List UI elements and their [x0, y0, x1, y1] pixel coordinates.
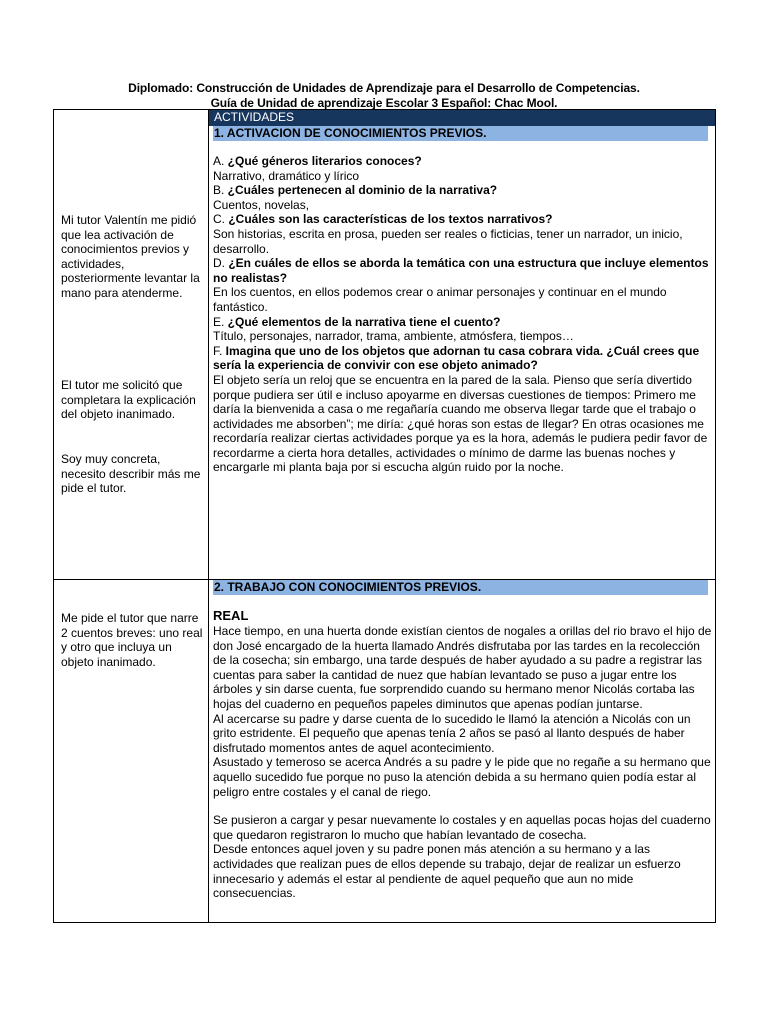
course-title: Diplomado: Construcción de Unidades de Aprendizaje para el Desarrollo de Competencias.: [128, 81, 640, 95]
section-2-story: [213, 608, 713, 901]
spacer: [213, 799, 713, 813]
activities-table: [53, 109, 716, 923]
tutor-note-2: El tutor me solicitó que completara la explicación del objeto inanimado.: [61, 378, 196, 422]
question-f: F. Imagina que uno de los objetos que adornan tu casa cobrara vida. ¿Cuál crees que sería la experiencia de convivir con ese objeto animado?: [213, 343, 700, 373]
story-label: REAL: [213, 608, 249, 623]
answer-c: Son historias, escrita en prosa, pueden ser reales o ficticias, tener un narrador, un inicio, desarrollo.: [213, 226, 683, 256]
answer-b: Cuentos, novelas,: [213, 197, 310, 212]
answer-a: Narrativo, dramático y lírico: [213, 168, 360, 183]
document-header: [0, 81, 768, 110]
story-paragraph: Hace tiempo, en una huerta donde existían cientos de nogales a orillas del rio bravo el hijo de don José encargado de la huerta llamado Andrés disfrutaba por las tardes en la recolección de la cosecha; sin embargo, una tarde después de haber ayudado a su padre a registrar las cuentas para saber la cantidad de nuez que habían levantado se puso a jugar entre los árboles y sin darse cuenta, fue sorprendido cuando su hermano menor Nicolás cortaba las hojas del cuaderno en pequeños papeles diminutos que apenas podían juntarse.: [213, 624, 712, 711]
story-paragraph: Desde entonces aquel joven y su padre ponen más atención a su hermano y a las actividades que realizan pues de ellos depende su trabajo, dejar de realizar un esfuerzo innecesario y además el estar al pendiente de aquel pequeño que aun no mide consecuencias.: [213, 842, 681, 901]
question-b: B. ¿Cuáles pertenecen al dominio de la narrativa?: [213, 183, 498, 198]
question-a: A. ¿Qué géneros literarios conoces?: [213, 154, 422, 168]
story-paragraph: Se pusieron a cargar y pesar nuevamente lo costales y en aquellas pocas hojas del cuaderno que quedaron registraron lo mucho que habían levantado de cosecha.: [213, 813, 711, 842]
question-c: C. ¿Cuáles son las características de los textos narrativos?: [213, 212, 553, 227]
question-d: D. ¿En cuáles de ellos se aborda la temática con una estructura que incluye elementos no realistas?: [213, 256, 709, 285]
section-2-heading: 2. TRABAJO CON CONOCIMIENTOS PREVIOS.: [213, 580, 708, 595]
tutor-note-4: Me pide el tutor que narre 2 cuentos breves: uno real y otro que incluya un objeto inanimado.: [61, 611, 203, 669]
section-1-heading: 1. ACTIVACION DE CONOCIMIENTOS PREVIOS.: [213, 126, 708, 141]
unit-guide-title: Guía de Unidad de aprendizaje Escolar 3 Español: Chac Mool.: [210, 95, 558, 110]
column-divider: [208, 110, 209, 922]
tutor-note-1: Mi tutor Valentín me pidió que lea activación de conocimientos previos y actividades, posteriormente levantar la mano para atenderme.: [61, 213, 200, 300]
activities-header: ACTIVIDADES: [209, 110, 715, 126]
story-paragraph: Al acercarse su padre y darse cuenta de lo sucedido le llamó la atención a Nicolás con un grito estridente. El pequeño que apenas tenía 2 años se pasó al llanto después de haber disfrutado momentos antes de aquel acontecimiento.: [213, 711, 691, 755]
answer-d: En los cuentos, en ellos podemos crear o animar personajes y continuar en el mundo fantástico.: [213, 285, 667, 314]
section-1-questions: [213, 154, 713, 475]
answer-f: El objeto sería un reloj que se encuentra en la pared de la sala. Pienso que sería divertido porque pudiera ser útil e incluso apoyarme en diversas cuestiones de tiempos: Primero me daría la bienvenida a casa o me regañaría cuando me observa llegar tarde que el trabajo o actividades me absorben”; me diría: ¿qué horas son estas de llegar? En otras ocasiones me recordaría realizar ciertas actividades porque ya es la hora, además le pudiera pedir favor de recordarme a cierta hora detalles, actividades o mínimo de darme las buenas noches y encargarle mi planta baja por si escucha algún ruido por la noche.: [213, 372, 708, 475]
answer-e: Título, personajes, narrador, trama, ambiente, atmósfera, tiempos…: [213, 329, 574, 344]
question-e: E. ¿Qué elementos de la narrativa tiene el cuento?: [213, 314, 501, 329]
tutor-note-3: Soy muy concreta, necesito describir más me pide el tutor.: [61, 452, 201, 496]
story-paragraph: Asustado y temeroso se acerca Andrés a su padre y le pide que no regañe a su hermano que aquello sucedido fue porque no puso la atención debida a su hermano quien podía estar al peligro entre costales y el canal de riego.: [213, 755, 711, 799]
